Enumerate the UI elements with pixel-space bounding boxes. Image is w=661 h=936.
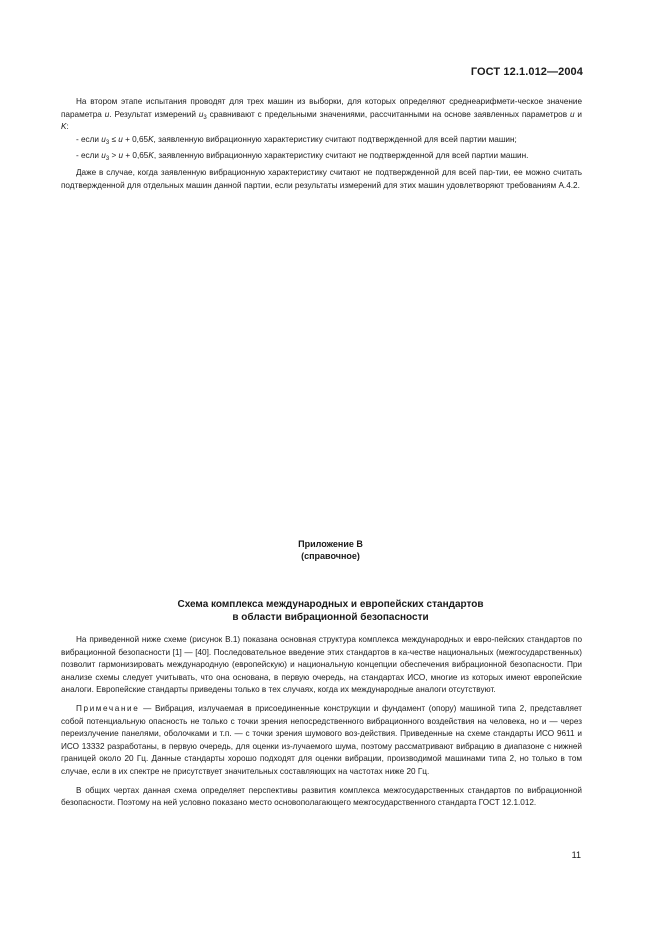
appendix-kind: (справочное) — [301, 551, 360, 561]
paragraph-second-stage: На втором этапе испытания проводят для трех машин из выборки, для которых определяют среднеарифмети-ческое значение параметра u. Результат измерений $u_3$ сравнивают с предельными значениями, рассчитанными на основе заявленных параметров u и K: — [61, 97, 582, 132]
top-text-block — [61, 96, 582, 192]
page-header-standard: ГОСТ 12.1.012—2004 — [470, 66, 583, 78]
appendix-heading — [0, 538, 661, 562]
appendix-label: Приложение В — [298, 539, 363, 549]
section-title-line1: Схема комплекса международных и европейских стандартов — [177, 599, 484, 610]
paragraph-note: Примечание — Вибрация, излучаемая в присоединенные конструкции и фундамент (опору) машиной типа 2, представляет собой потенциальную опасность не только с точки зрения непосредственного вибрационного воздействия на человека, но и — через переизлучение панелями, оболочками и т.п. — с точки зрения шумового воз-действия. Приведенные на схеме стандарты ИСО 9611 и ИСО 13332 разработаны, в первую очередь, для оценки из-лучаемого шума, поэтому рассматривают вибрацию в диапазоне с нижней границей около 20 Гц. Данные стандарты хорошо подходят для оценки вибрации, производимой машинами типа 2, но только в том случае, если в их спектре не присутствует значительных составляющих на частотах ниже 20 Гц. — [61, 703, 582, 776]
paragraph-scheme-description: На приведенной ниже схеме (рисунок В.1) показана основная структура комплекса международных и евро-пейских стандартов по вибрационной безопасности [1] — [40]. Последовательное введение этих стандартов в ка-честве национальных (межгосударственных) позволит гармонизировать международную (европейскую) и национальную концепции обеспечения вибрационной безопасности. При анализе схемы следует учитывать, что она основана, в первую очередь, на стандартах ИСО, многие из которых имеют европейские аналоги. Европейские стандарты приведены только в тех случаях, когда их международные аналоги отсутствуют. — [61, 635, 582, 695]
paragraph-perspectives: В общих чертах данная схема определяет перспективы развития комплекса межгосударственных стандартов по вибрационной безопасности. Поэтому на ней условно показано место основополагающего межгосударственного стандарта ГОСТ 12.1.012. — [61, 785, 582, 808]
paragraph-partial-confirmation: Даже в случае, когда заявленную вибрационную характеристику считают не подтвержденной для всей пар-тии, ее можно считать подтвержденной для отдельных машин данной партии, если результаты измерений для этих машин удовлетворяют требованиям А.4.2. — [61, 167, 582, 190]
note-label: Примечание — [76, 703, 140, 713]
section-title — [0, 599, 661, 624]
section-title-line2: в области вибрационной безопасности — [232, 611, 429, 623]
list-item-confirmed: - если $u_3 \le u + 0,65K$, заявленную вибрационную характеристику считают подтвержденной для всей партии машин; — [76, 134, 517, 146]
page-number: 11 — [571, 850, 581, 860]
body-text-block — [61, 634, 582, 810]
list-item-not-confirmed: - если $u_3 > u + 0,65K$, заявленную вибрационную характеристику считают не подтвержденной для всей партии машин. — [76, 151, 529, 163]
